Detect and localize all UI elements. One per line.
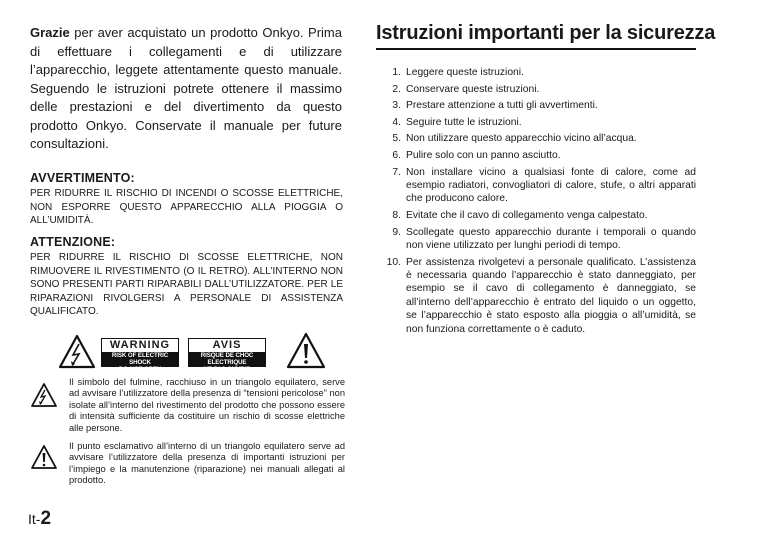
avis-label-line2: NE PAS OUVRIR: [203, 366, 251, 374]
intro-paragraph: [30, 24, 342, 154]
list-item-text: Non installare vicino a qualsiasi fonte di calore, come ad esempio radiatori, convogliatori di calore, stufe, o altri apparati che producono calore.: [406, 166, 696, 205]
exclamation-symbol-description: Il punto esclamativo all’interno di un triangolo equilatero serve ad avvisare l’utilizzatore della presenza di importanti istruzioni per l’impiego e la manutenzione (riparazione) nei manuali allegati al prodotto.: [69, 441, 345, 486]
list-item-text: Evitate che il cavo di collegamento venga calpestato.: [406, 209, 648, 221]
warning-label: [101, 338, 179, 374]
lightning-warning-icon: [58, 334, 96, 369]
list-item-text: Per assistenza rivolgetevi a personale qualificato. L’assistenza è necessaria quando l’apparecchio è stato danneggiato, per esempio se il cavo di collegamento è danneggiato, se all’interno dell’apparecchio è entrato del liquido o un oggetto, se l’apparecchio è stato esposto alla pioggia o all’umidità, se non funziona correttamente o è caduto.: [406, 256, 696, 335]
list-item: [376, 256, 696, 336]
title-divider: [376, 48, 696, 50]
page-number-value: 2: [40, 508, 52, 529]
list-item-number: 2.: [392, 83, 401, 95]
avvertimento-body: PER RIDURRE IL RISCHIO DI INCENDI O SCOSSE ELETTRICHE, NON ESPORRE QUESTO APPARECCHIO ALLA PIOGGIA O ALL’UMIDITÀ.: [30, 188, 343, 227]
warning-label-title: WARNING: [109, 339, 171, 351]
warning-label-subtext: [102, 352, 178, 374]
list-item: [376, 209, 696, 222]
safety-instructions-list: [376, 66, 696, 339]
avis-label-title: AVIS: [212, 339, 242, 351]
list-item: [376, 83, 696, 96]
list-item: [376, 99, 696, 112]
warning-label-line2: DO NOT OPEN: [118, 366, 162, 374]
exclamation-warning-icon: [286, 332, 326, 369]
list-item-text: Seguire tutte le istruzioni.: [406, 116, 522, 128]
list-item-number: 5.: [392, 133, 401, 145]
intro-text: per aver acquistato un prodotto Onkyo. Prima di effettuare i collegamenti e di utilizzare l’apparecchio, leggete attentamente questo manuale. Seguendo le istruzioni potrete ottenere il massimo delle prestazioni e del divertimento da questo prodotto Onkyo. Conservate il manuale per future consultazioni.: [30, 25, 342, 151]
list-item-number: 4.: [392, 116, 401, 128]
exclamation-symbol-icon: [30, 444, 58, 470]
list-item-number: 9.: [392, 226, 401, 238]
avis-label-line1: RISQUE DE CHOC ELECTRIQUE: [200, 352, 254, 367]
list-item-number: 3.: [392, 100, 401, 112]
avis-label: [188, 338, 266, 374]
list-item-number: 10.: [386, 256, 401, 268]
list-item-number: 6.: [392, 149, 401, 161]
avis-label-subtext: [189, 352, 265, 374]
list-item-text: Non utilizzare questo apparecchio vicino all’acqua.: [406, 133, 637, 145]
list-item-text: Prestare attenzione a tutti gli avvertimenti.: [406, 100, 598, 112]
list-item: [376, 66, 696, 79]
list-item-text: Leggere queste istruzioni.: [406, 67, 524, 78]
page-prefix: It-: [28, 511, 41, 527]
page-title: Istruzioni importanti per la sicurezza: [376, 22, 716, 44]
warning-label-line1: RISK OF ELECTRIC SHOCK: [111, 352, 169, 367]
intro-bold-word: Grazie: [30, 25, 70, 40]
attenzione-heading: ATTENZIONE:: [30, 235, 116, 249]
list-item: [376, 166, 696, 206]
list-item-text: Scollegate questo apparecchio durante i temporali o quando non viene utilizzato per lunghi periodi di tempo.: [406, 226, 696, 251]
lightning-symbol-icon: [30, 382, 58, 408]
avvertimento-heading: AVVERTIMENTO:: [30, 171, 135, 185]
list-item-number: 1.: [392, 67, 401, 78]
lightning-symbol-description: Il simbolo del fulmine, racchiuso in un triangolo equilatero, serve ad avvisare l’utilizzatore della presenza di “tensioni pericolose” non isolate all’interno del rivestimento del prodotto che possono essere di intensità sufficiente da costituire un rischio di scosse elettriche alle persone.: [69, 377, 345, 433]
list-item-text: Conservare queste istruzioni.: [406, 83, 540, 95]
list-item: [376, 132, 696, 145]
list-item: [376, 226, 696, 253]
page-number: [28, 508, 51, 530]
list-item: [376, 149, 696, 162]
list-item-number: 8.: [392, 209, 401, 221]
list-item: [376, 116, 696, 129]
attenzione-body: PER RIDURRE IL RISCHIO DI SCOSSE ELETTRICHE, NON RIMUOVERE IL RIVESTIMENTO (O IL RETRO). ALL’INTERNO NON SONO PRESENTI PARTI RIPARABILI DALL’UTILIZZATORE. PER LE RIPARAZIONI RIVOLGERSI A PERSONALE DI ASSISTENZA QUALIFICATO.: [30, 252, 343, 318]
list-item-number: 7.: [392, 166, 401, 178]
list-item-text: Pulire solo con un panno asciutto.: [406, 149, 561, 161]
